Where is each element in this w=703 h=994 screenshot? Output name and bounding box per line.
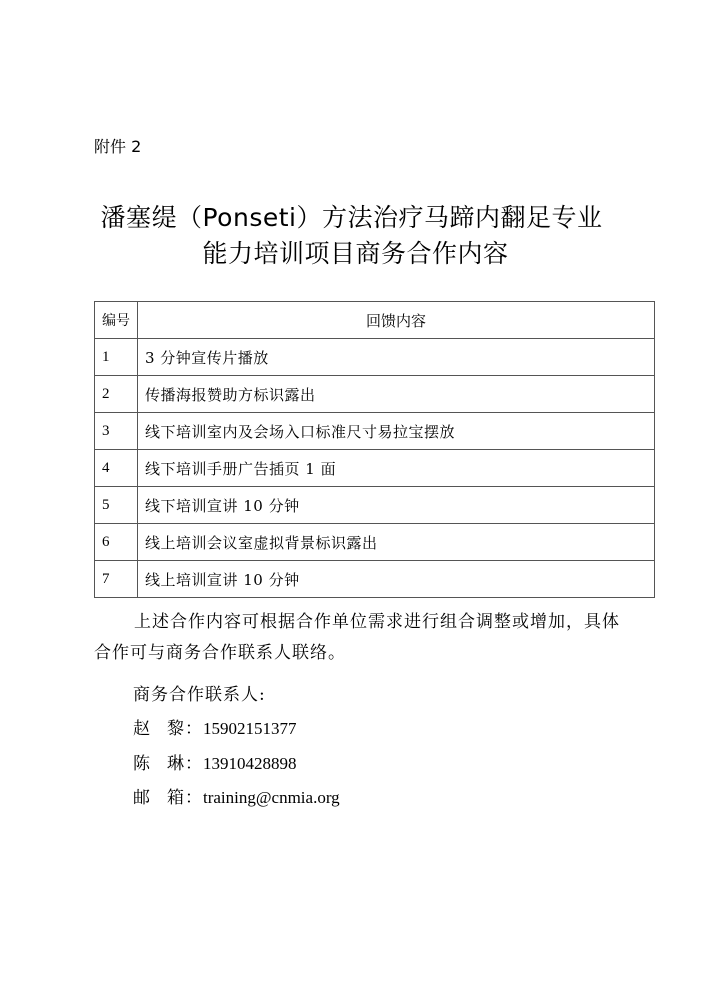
row-content: 线下培训手册广告插页 1 面 [138,450,655,487]
table-row [95,450,655,487]
attachment-label: 附件 2 [94,137,142,156]
table-row [95,561,655,598]
contact-chen [133,749,297,774]
row-number: 4 [95,450,138,487]
row-content: 线下培训室内及会场入口标准尺寸易拉宝摆放 [138,413,655,450]
cooperation-paragraph: 上述合作内容可根据合作单位需求进行组合调整或增加，具体合作可与商务合作联系人联络。 [94,612,620,663]
contact-zhao-label [133,714,203,739]
table-row [95,376,655,413]
document-title-line-2: 能力培训项目商务合作内容 [202,239,509,268]
table-row [95,339,655,376]
row-number: 5 [95,487,138,524]
contact-zhao [133,714,297,739]
contact-email [133,783,340,808]
row-number: 6 [95,524,138,561]
document-title-line-1: 潘塞缇（Ponseti）方法治疗马蹄内翻足专业 [100,203,603,232]
contact-zhao-phone: 15902151377 [203,719,297,738]
cooperation-content-table [94,301,655,598]
contact-chen-label-second: 琳： [167,754,203,774]
contact-zhao-label-first: 赵 [133,719,167,739]
row-number: 7 [95,561,138,598]
contact-zhao-label-second: 黎： [167,719,203,739]
contact-email-label-second: 箱： [167,788,203,808]
row-content: 3 分钟宣传片播放 [138,339,655,376]
contact-heading: 商务合作联系人: [133,685,266,705]
contact-email-label [133,783,203,808]
contact-chen-label [133,749,203,774]
contact-email-address: training@cnmia.org [203,788,340,807]
row-number: 2 [95,376,138,413]
row-content: 线上培训会议室虚拟背景标识露出 [138,524,655,561]
header-content: 回馈内容 [138,302,655,339]
table-row [95,524,655,561]
contact-chen-phone: 13910428898 [203,754,297,773]
table-header-row [95,302,655,339]
header-number: 编号 [95,302,138,339]
table-row [95,487,655,524]
row-content: 线上培训宣讲 10 分钟 [138,561,655,598]
contact-chen-label-first: 陈 [133,754,167,774]
row-number: 1 [95,339,138,376]
row-content: 线下培训宣讲 10 分钟 [138,487,655,524]
row-content: 传播海报赞助方标识露出 [138,376,655,413]
row-number: 3 [95,413,138,450]
contact-email-label-first: 邮 [133,788,167,808]
table-row [95,413,655,450]
